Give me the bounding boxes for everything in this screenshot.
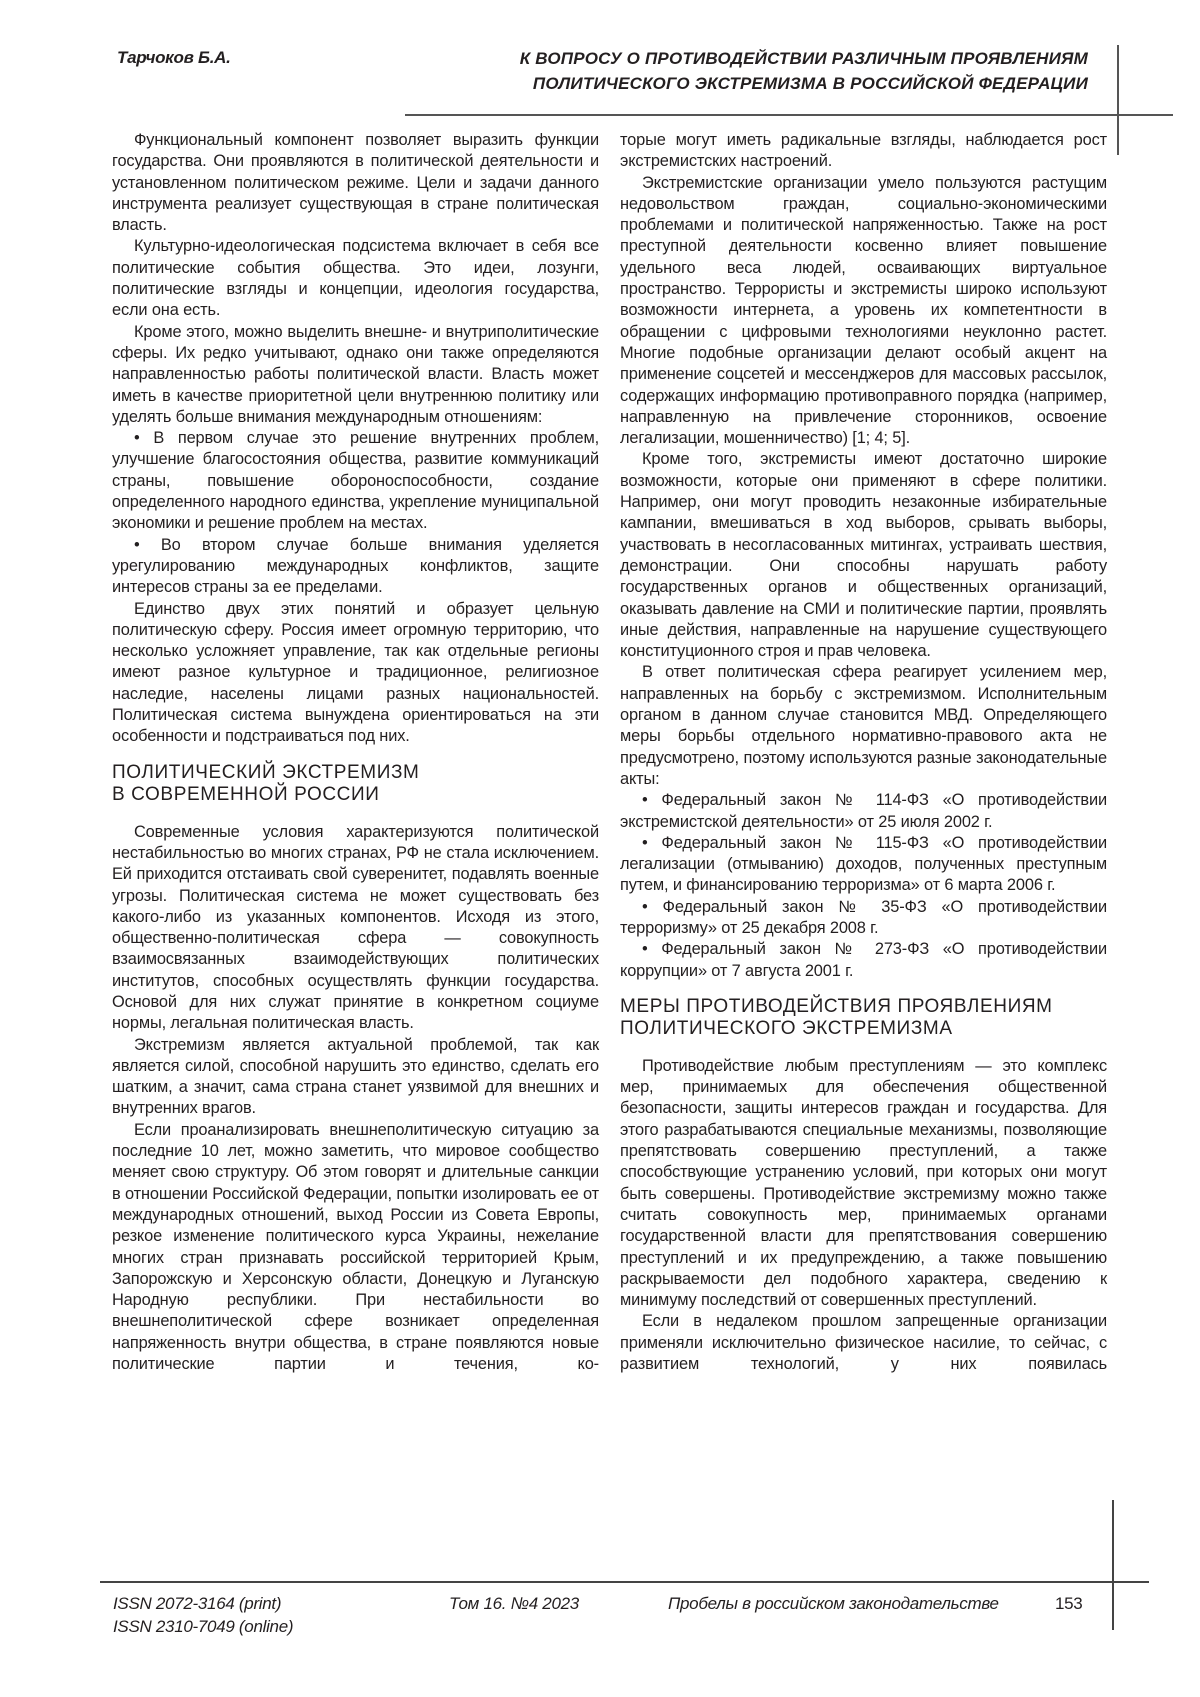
paragraph: В ответ политическая сфера реагирует усилением мер, направленных на борьбу с экстремизмом. Исполнительным органом в данном случае становится МВД. Определяющего меры борьбы отдельного нормативно-правового акта не предусмотрено, поэтому используются разные законодательные акты: [620, 662, 1107, 790]
paragraph: Экстремистские организации умело пользуются растущим недовольством граждан, социально-экономическими проблемами и политической напряженностью. Также на рост преступной деятельности косвенно влияет повышение удельного веса людей, осваивающих виртуальное пространство. Террористы и экстремисты широко используют возможности интернета, а уровень их компетентности в обращении с цифровыми технологиями неуклонно растет. Многие подобные организации делают особый акцент на применение соцсетей и мессенджеров для массовых рассылок, содержащих информацию противоправного порядка (например, направленную на привлечение сторонников, освоение легализации, мошенничество) [1; 4; 5]. [620, 173, 1107, 450]
paragraph: Кроме этого, можно выделить внешне- и внутриполитические сферы. Их редко учитывают, однако они также определяются направленностью работы политической власти. Власть может иметь в качестве приоритетной цели внутреннюю политику или уделять больше внимания международным отношениям: [112, 322, 599, 428]
paragraph: Если в недалеком прошлом запрещенные организации применяли исключительно физическое насилие, то сейчас, с развитием технологий, у них появилась [620, 1311, 1107, 1375]
left-column [112, 130, 599, 1375]
bullet-item: • Во втором случае больше внимания уделяется урегулированию международных конфликтов, защите интересов страны за ее пределами. [112, 535, 599, 599]
section-heading-line: В СОВРЕМЕННОЙ РОССИИ [112, 784, 380, 805]
paragraph: Экстремизм является актуальной проблемой, так как является силой, способной нарушить это единство, сделать его шатким, а значит, сама страна станет уязвимой для внешних и внутренних врагов. [112, 1035, 599, 1120]
header-crop-mark [1117, 45, 1119, 155]
running-header-title [520, 46, 1088, 96]
footer-issn [113, 1592, 293, 1638]
section-heading [112, 762, 599, 806]
bullet-item: • Федеральный закон № 114-ФЗ «О противодействии экстремистской деятельности» от 25 июля 2002 г. [620, 790, 1107, 833]
section-heading-line: ПОЛИТИЧЕСКОГО ЭКСТРЕМИЗМА [620, 1018, 953, 1039]
bullet-item: • В первом случае это решение внутренних проблем, улучшение благосостояния общества, развитие коммуникаций страны, повышение обороноспособности, создание определенного народного единства, укрепление муниципальной экономики и решение проблем на местах. [112, 428, 599, 534]
right-column [620, 130, 1107, 1375]
footer-volume: Том 16. №4 2023 [449, 1592, 579, 1615]
paragraph: Противодействие любым преступлениям — это комплекс мер, принимаемых для обеспечения общественной безопасности, защиты интересов граждан и государства. Для этого разрабатываются специальные механизмы, позволяющие препятствовать совершению преступлений, а также способствующие устранению условий, при которых они могут быть совершены. Противодействие экстремизму можно также считать совокупность мер, принимаемых органами государственной власти для препятствования совершению преступлений и их предупреждению, а также повышению раскрываемости дел подобного характера, сведению к минимуму последствий от совершенных преступлений. [620, 1056, 1107, 1312]
page-number: 153 [1055, 1592, 1082, 1615]
paragraph: Кроме того, экстремисты имеют достаточно широкие возможности, которые они применяют в сфере политики. Например, они могут проводить незаконные избирательные кампании, вмешиваться в ход выборов, срывать выборы, участвовать в несогласованных митингах, устраивать шествия, демонстрации. Они способны нарушать работу государственных органов и общественных организаций, оказывать давление на СМИ и политические партии, проявлять иные действия, направленные на нарушение существующего конституционного строя и прав человека. [620, 449, 1107, 662]
paragraph: Если проанализировать внешнеполитическую ситуацию за последние 10 лет, можно заметить, что мировое сообщество меняет свою структуру. Об этом говорят и длительные санкции в отношении Российской Федерации, попытки изолировать ее от международных отношений, выход России из Совета Европы, резкое изменение политического курса Украины, нежелание многих стран признавать российской территорией Крым, Запорожскую и Херсонскую области, Донецкую и Луганскую Народную республики. При нестабильности во внешнеполитической сфере возникает определенная напряженность внутри общества, в стране появляются новые политические партии и течения, ко- [112, 1120, 599, 1376]
issn-print: ISSN 2072-3164 (print) [113, 1592, 293, 1615]
paragraph: Единство двух этих понятий и образует цельную политическую сферу. Россия имеет огромную территорию, что несколько усложняет управление, так как отдельные регионы имеют разное культурное и традиционное, религиозное наследие, населены лицами разных национальностей. Политическая система вынуждена ориентироваться на эти особенности и подстраиваться под них. [112, 599, 599, 748]
paragraph-continuation: торые могут иметь радикальные взгляды, наблюдается рост экстремистских настроений. [620, 130, 1107, 173]
header-rule [405, 114, 1173, 116]
footer-journal-title: Пробелы в российском законодательстве [668, 1592, 999, 1615]
section-heading-line: МЕРЫ ПРОТИВОДЕЙСТВИЯ ПРОЯВЛЕНИЯМ [620, 996, 1053, 1017]
running-header-title-line: ПОЛИТИЧЕСКОГО ЭКСТРЕМИЗМА В РОССИЙСКОЙ ФЕДЕРАЦИИ [520, 71, 1088, 96]
footer-rule [100, 1581, 1149, 1583]
bullet-item: • Федеральный закон № 273-ФЗ «О противодействии коррупции» от 7 августа 2001 г. [620, 939, 1107, 982]
footer-crop-mark [1112, 1500, 1114, 1630]
running-header-title-line: К ВОПРОСУ О ПРОТИВОДЕЙСТВИИ РАЗЛИЧНЫМ ПРОЯВЛЕНИЯМ [520, 46, 1088, 71]
section-heading-line: ПОЛИТИЧЕСКИЙ ЭКСТРЕМИЗМ [112, 762, 419, 783]
section-heading [620, 996, 1107, 1040]
issn-online: ISSN 2310-7049 (online) [113, 1615, 293, 1638]
paragraph: Современные условия характеризуются политической нестабильностью во многих странах, РФ не стала исключением. Ей приходится отстаивать свой суверенитет, подавлять военные угрозы. Политическая система не может существовать без какого-либо из указанных компонентов. Исходя из этого, общественно-политическая сфера — совокупность взаимосвязанных взаимодействующих политических институтов, способных осуществлять функции государства. Основой для них служат принятие в конкретном социуме нормы, легальная политическая власть. [112, 822, 599, 1035]
bullet-item: • Федеральный закон № 115-ФЗ «О противодействии легализации (отмыванию) доходов, полученных преступным путем, и финансированию терроризма» от 6 марта 2006 г. [620, 833, 1107, 897]
paragraph: Функциональный компонент позволяет выразить функции государства. Они проявляются в политической деятельности и установленном политическом режиме. Цели и задачи данного инструмента реализует существующая в стране политическая власть. [112, 130, 599, 236]
running-header-author: Тарчоков Б.А. [117, 48, 231, 68]
paragraph: Культурно-идеологическая подсистема включает в себя все политические события общества. Это идеи, лозунги, политические взгляды и концепции, идеология государства, если она есть. [112, 236, 599, 321]
bullet-item: • Федеральный закон № 35-ФЗ «О противодействии терроризму» от 25 декабря 2008 г. [620, 897, 1107, 940]
